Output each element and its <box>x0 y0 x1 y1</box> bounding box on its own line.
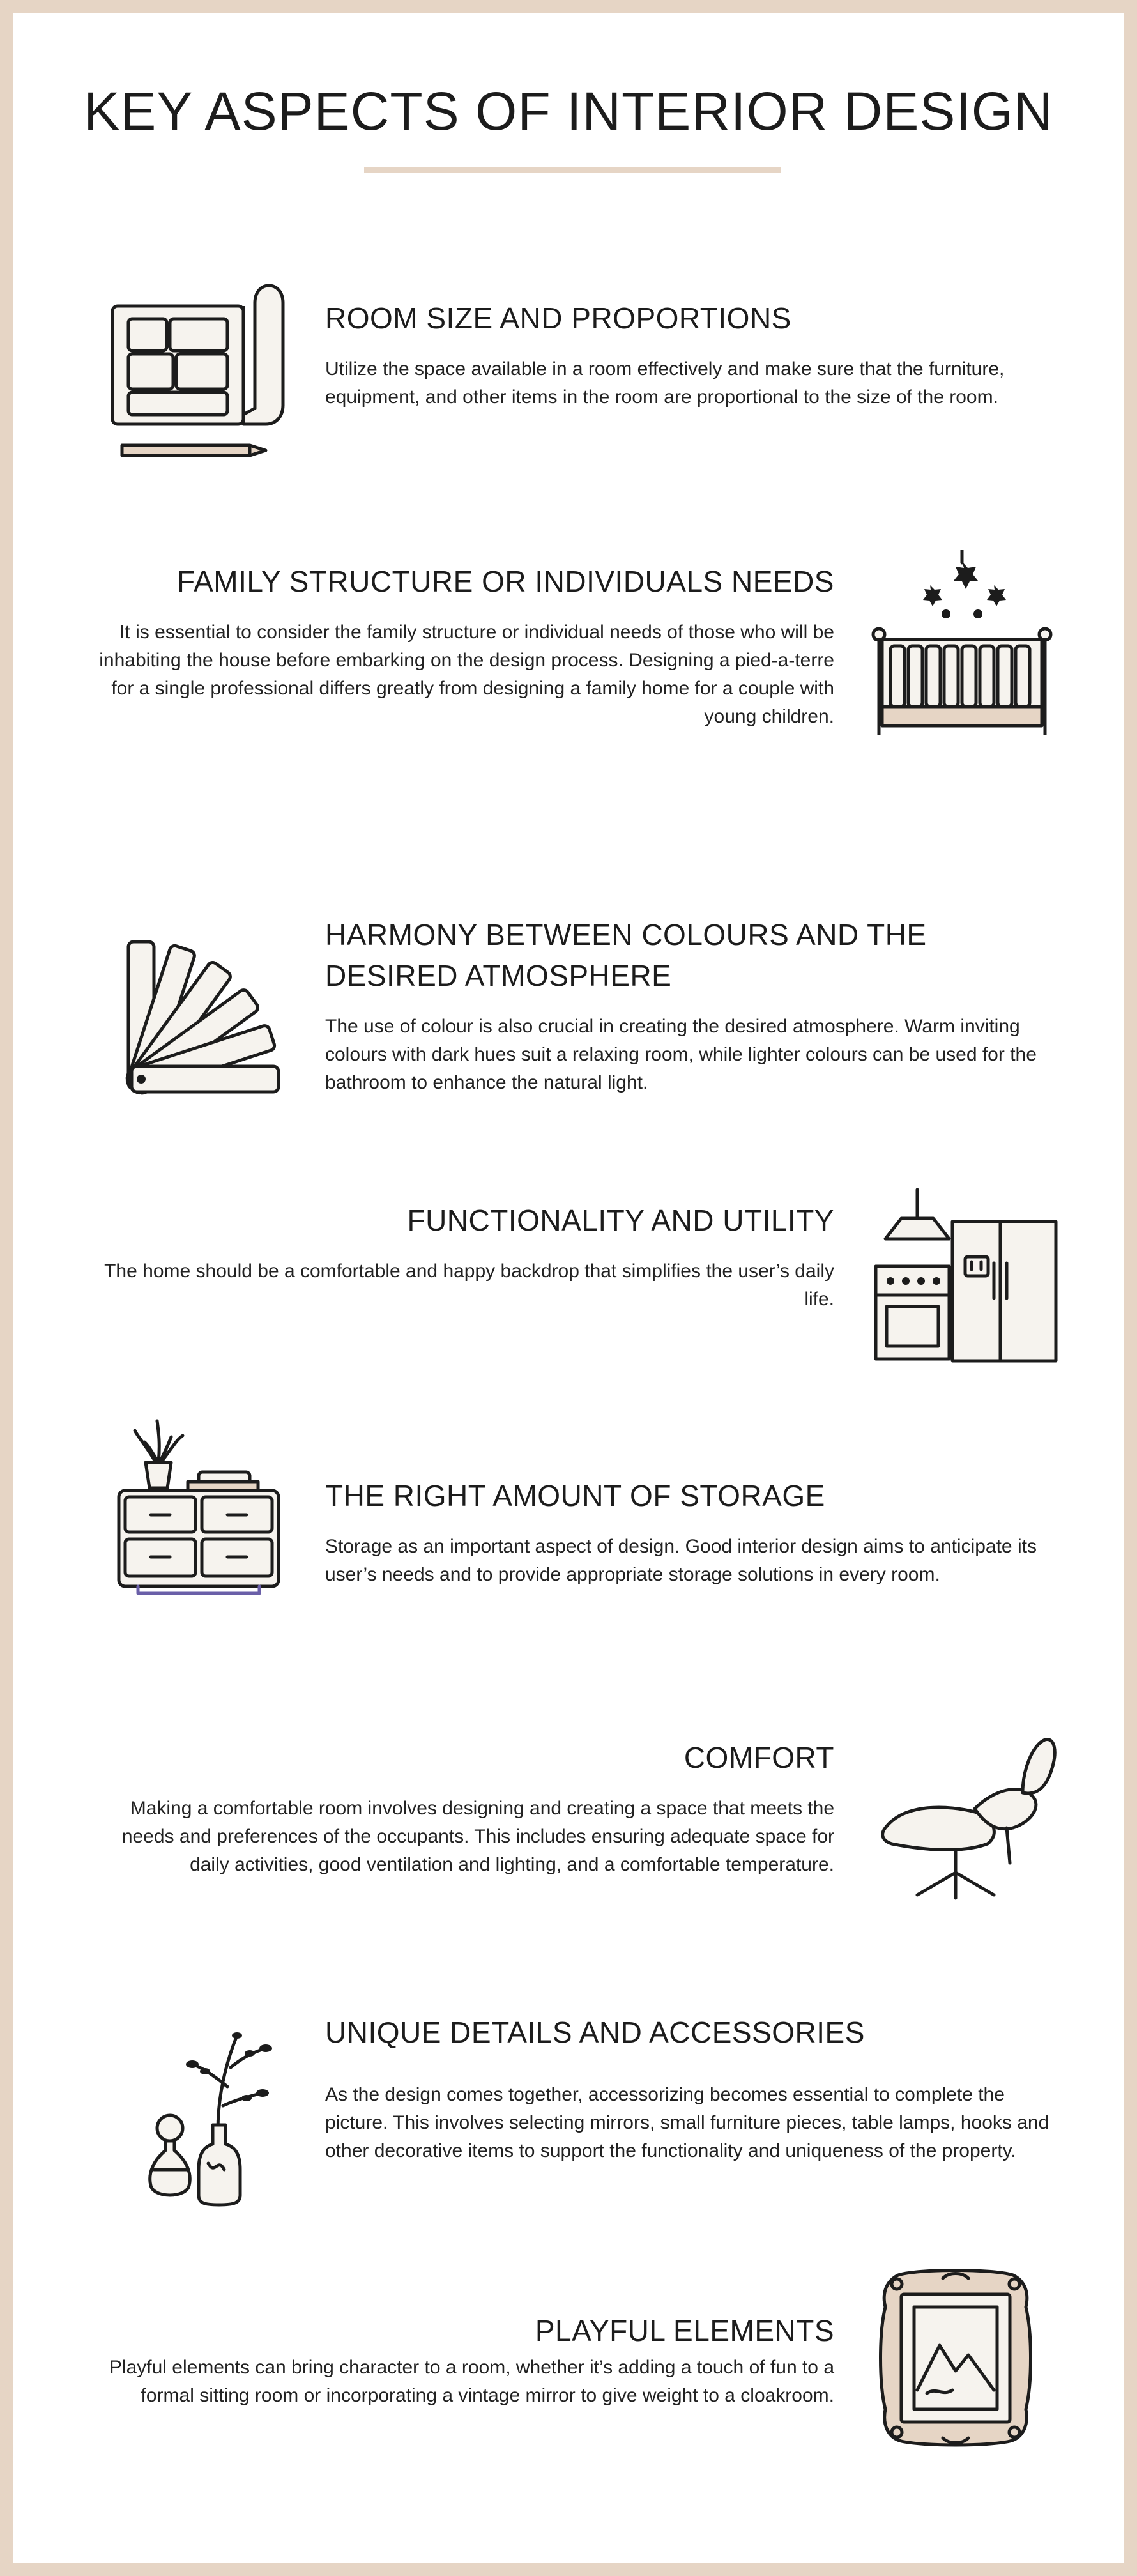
colour-swatch-icon <box>116 919 301 1105</box>
section-heading: UNIQUE DETAILS AND ACCESSORIES <box>325 2016 865 2049</box>
section-heading: PLAYFUL ELEMENTS <box>535 2314 834 2347</box>
section-storage <box>325 1475 1053 1589</box>
title-divider <box>364 167 781 172</box>
kitchen-appliances-icon <box>873 1186 1058 1365</box>
lounge-chair-icon <box>879 1732 1058 1911</box>
dresser-icon <box>112 1418 298 1603</box>
section-heading: HARMONY BETWEEN COLOURS AND THE DESIRED ATMOSPHERE <box>325 918 927 992</box>
section-heading: THE RIGHT AMOUNT OF STORAGE <box>325 1479 825 1512</box>
section-body: Utilize the space available in a room effectively and make sure that the furniture, equipment, and other items in the room are proportional to the size of the room. <box>325 358 1005 408</box>
section-playful-elements <box>90 2310 834 2410</box>
section-body: It is essential to consider the family structure or individual needs of those who will be inhabiting the house before embarking on the design process. Designing a pied-a-terre for a single professional differs greatly from designing a family home for a couple with young children. <box>99 622 834 727</box>
page-title: KEY ASPECTS OF INTERIOR DESIGN <box>84 81 1053 141</box>
vases-icon <box>141 2029 282 2208</box>
section-heading: COMFORT <box>683 1741 834 1774</box>
section-heading: FAMILY STRUCTURE OR INDIVIDUALS NEEDS <box>177 565 834 598</box>
section-body: The use of colour is also crucial in creating the desired atmosphere. Warm inviting colours with dark hues suit a relaxing room, while lighter colours can be used for the bathroom to enhance the natural light. <box>325 1016 1037 1093</box>
picture-frame-icon <box>879 2269 1032 2448</box>
infographic-page <box>13 13 1124 2563</box>
section-body: Storage as an important aspect of design. Good interior design aims to anticipate its user’s needs and to provide appropriate storage solutions in every room. <box>325 1536 1037 1585</box>
section-body: Playful elements can bring character to a room, whether it’s adding a touch of fun to a formal sitting room or incorporating a vintage mirror to give weight to a cloakroom. <box>109 2357 834 2406</box>
section-heading: FUNCTIONALITY AND UTILITY <box>407 1204 834 1237</box>
section-unique-details <box>325 2012 1053 2165</box>
section-colour-harmony <box>325 914 1053 1097</box>
crib-icon <box>866 550 1058 735</box>
section-comfort <box>90 1737 834 1879</box>
floor-plan-icon <box>109 280 288 466</box>
section-body: The home should be a comfortable and happy backdrop that simplifies the user’s daily life. <box>104 1261 834 1310</box>
section-functionality <box>90 1200 834 1314</box>
section-room-size <box>325 298 1053 411</box>
section-heading: ROOM SIZE AND PROPORTIONS <box>325 302 791 335</box>
section-family-structure <box>90 561 834 731</box>
section-body: Making a comfortable room involves designing and creating a space that meets the needs and preferences of the occupants. This includes ensuring adequate space for daily activities, good ventilation and lighting, and a comfortable temperature. <box>121 1798 834 1875</box>
section-body: As the design comes together, accessorizing becomes essential to complete the picture. This involves selecting mirrors, small furniture pieces, table lamps, hooks and other decorative items to support the functionality and uniqueness of the property. <box>325 2084 1049 2161</box>
